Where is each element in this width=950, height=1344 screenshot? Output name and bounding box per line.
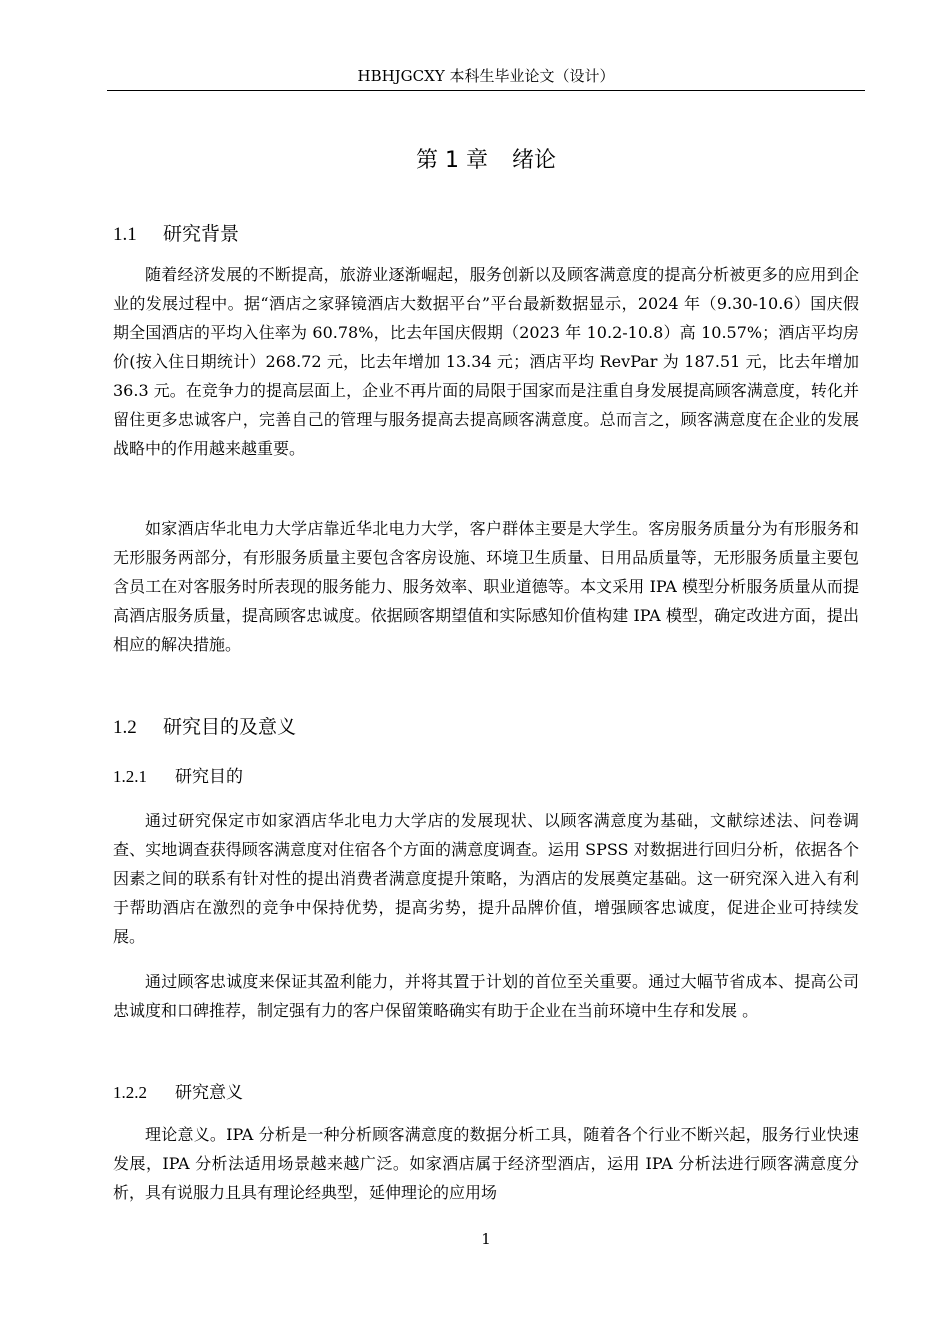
header-rule — [107, 90, 865, 91]
page-number: 1 — [481, 1230, 491, 1248]
paragraph-background-2: 如家酒店华北电力大学店靠近华北电力大学，客户群体主要是大学生。客房服务质量分为有形服务和无形服务两部分，有形服务质量主要包含客房设施、环境卫生质量、日用品质量等，无形服务质量主要包含员工在对客服务时所表现的服务能力、服务效率、职业道德等。本文采用 IPA 模型分析服务质量从而提高酒店服务质量，提高顾客忠诚度。依据顾客期望值和实际感知价值构建 IPA 模型，确定改进方面，提出相应的解决措施。 — [113, 519, 859, 654]
section-number: 1.2.2 — [113, 1083, 147, 1102]
chapter-number: 第 1 章 — [416, 148, 488, 173]
chapter-name: 绪论 — [511, 148, 556, 173]
paragraph-significance-1: 理论意义。IPA 分析是一种分析顾客满意度的数据分析工具，随着各个行业不断兴起，服务行业快速发展，IPA 分析法适用场景越来越广泛。如家酒店属于经济型酒店，运用 IPA 分析法进行顾客满意度分析，具有说服力且具有理论经典型，延伸理论的应用场 — [113, 1125, 859, 1202]
section-number: 1.1 — [113, 224, 137, 245]
paragraph-purpose-2: 通过顾客忠诚度来保证其盈利能力，并将其置于计划的首位至关重要。通过大幅节省成本、提高公司忠诚度和口碑推荐，制定强有力的客户保留策略确实有助于企业在当前环境中生存和发展 。 — [113, 972, 859, 1020]
section-heading-1-1 — [113, 221, 239, 248]
section-title: 研究背景 — [163, 223, 240, 245]
section-number: 1.2 — [113, 717, 137, 738]
section-title: 研究目的及意义 — [163, 716, 297, 738]
paragraph-background-1: 随着经济发展的不断提高，旅游业逐渐崛起，服务创新以及顾客满意度的提高分析被更多的应用到企业的发展过程中。据“酒店之家驿镜酒店大数据平台”平台最新数据显示，2024 年（9.30-10.6）国庆假期全国酒店的平均入住率为 60.78%，比去年国庆假期（2023 年 10.2-10.8）高 10.57%；酒店平均房价(按入住日期统计）268.72 元，比去年增加 13.34 元；酒店平均 RevPar 为 187.51 元，比去年增加 36.3 元。在竞争力的提高层面上，企业不再片面的局限于国家而是注重自身发展提高顾客满意度，转化并留住更多忠诚客户，完善自己的管理与服务提高去提高顾客满意度。总而言之，顾客满意度在企业的发展战略中的作用越来越重要。 — [113, 265, 859, 458]
section-title: 研究目的 — [175, 767, 243, 787]
section-number: 1.2.1 — [113, 767, 147, 786]
section-title: 研究意义 — [175, 1083, 243, 1103]
section-heading-1-2-1 — [113, 765, 243, 789]
section-heading-1-2 — [113, 714, 296, 741]
running-header: HBHJGCXY 本科生毕业论文（设计） — [357, 67, 615, 85]
chapter-title — [107, 146, 865, 176]
section-heading-1-2-2 — [113, 1081, 243, 1105]
paragraph-purpose-1: 通过研究保定市如家酒店华北电力大学店的发展现状、以顾客满意度为基础，文献综述法、问卷调查、实地调查获得顾客满意度对住宿各个方面的满意度调查。运用 SPSS 对数据进行回归分析，依据各个因素之间的联系有针对性的提出消费者满意度提升策略，为酒店的发展奠定基础。这一研究深入进入有利于帮助酒店在激烈的竞争中保持优势，提高劣势，提升品牌价值，增强顾客忠诚度，促进企业可持续发展。 — [113, 811, 859, 946]
